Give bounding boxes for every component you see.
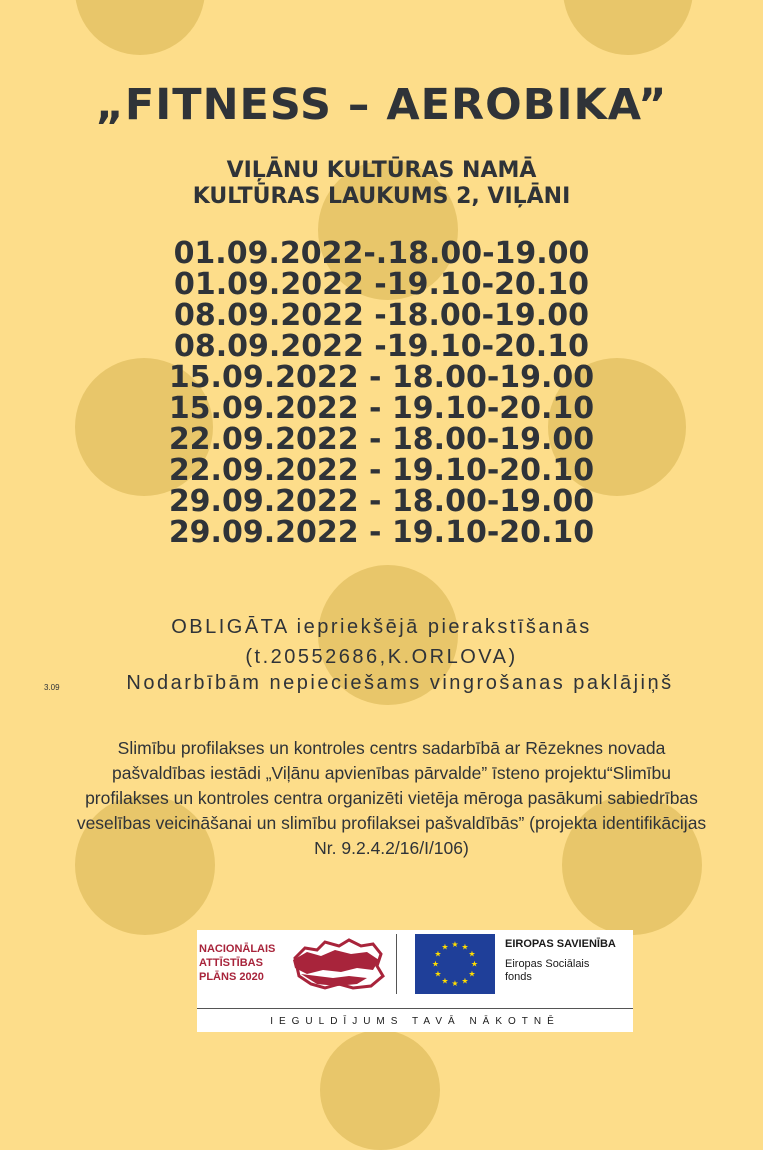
venue-line-2: KULTŪRAS LAUKUMS 2, VIĻĀNI [192,184,571,209]
svg-text:★: ★ [468,949,476,959]
project-description [0,736,763,861]
eu-flag-icon [415,934,495,994]
svg-text:★: ★ [461,976,469,986]
project-line: profilakses un kontroles centra organizēti vietēja mēroga pasākumi sabiedrības [85,788,698,808]
logo-divider [396,934,397,994]
npa-line: NACIONĀLAIS [199,943,276,955]
npa-line: PLĀNS 2020 [199,971,264,983]
venue-address [0,158,763,210]
registration-line-1: OBLIGĀTA iepriekšējā pierakstīšanās [171,616,592,638]
svg-text:★: ★ [468,969,476,979]
svg-text:★: ★ [451,979,459,988]
svg-text:★: ★ [431,959,440,969]
background-circle [75,0,205,55]
background-circle [563,0,693,55]
page-title: „FITNESS – AEROBIKA” [95,80,668,130]
schedule-item: 01.09.2022-.18.00-19.00 [173,236,590,271]
schedule-item: 08.09.2022 -19.10-20.10 [174,329,589,364]
registration-contact: (t.20552686,K.ORLOVA) [245,646,518,668]
registration-notice [0,612,763,672]
schedule-item: 22.09.2022 - 19.10-20.10 [168,453,595,488]
svg-text:★: ★ [434,949,442,959]
project-line: veselības veicināšanai un slimību profilaksei pašvaldībās” (projekta identifikācijas [76,813,707,833]
svg-text:★: ★ [470,959,479,969]
schedule-item: 29.09.2022 - 19.10-20.10 [168,515,595,550]
esf-line: Eiropas Sociālais [505,958,590,970]
logo-rule [197,1008,633,1009]
logo-tagline: IEGULDĪJUMS TAVĀ NĀKOTNĒ [270,1016,560,1027]
svg-text:★: ★ [461,942,469,952]
schedule-list [0,238,763,548]
project-line: pašvaldības iestādi „Viļānu apvienības pārvalde” īsteno projektu“Slimību [111,763,672,783]
schedule-item: 15.09.2022 - 18.00-19.00 [168,360,595,395]
small-note: 3.09 [44,683,60,692]
schedule-item: 15.09.2022 - 19.10-20.10 [168,391,595,426]
npa-logo-text [199,942,275,984]
project-line: Nr. 9.2.4.2/16/I/106) [314,838,469,858]
schedule-item: 29.09.2022 - 18.00-19.00 [168,484,595,519]
schedule-item: 01.09.2022 -19.10-20.10 [174,267,589,302]
background-circle [320,1030,440,1150]
project-line: Slimību profilakses un kontroles centrs sadarbībā ar Rēzeknes novada [117,738,666,758]
svg-text:★: ★ [434,969,442,979]
esf-line: fonds [505,971,532,983]
svg-text:★: ★ [441,976,449,986]
schedule-item: 08.09.2022 -18.00-19.00 [174,298,589,333]
latvia-map-icon [287,936,387,994]
svg-text:★: ★ [441,942,449,952]
schedule-item: 22.09.2022 - 18.00-19.00 [168,422,595,457]
esf-label [505,958,589,984]
sponsor-logos [197,930,633,1032]
mat-requirement: Nodarbībām nepieciešams vingrošanas paklājiņš [126,672,674,694]
venue-line-1: VIĻĀNU KULTŪRAS NAMĀ [226,158,537,183]
npa-line: ATTĪSTĪBAS [199,957,263,969]
svg-text:★: ★ [451,940,459,949]
eu-title: EIROPAS SAVIENĪBA [505,938,616,950]
